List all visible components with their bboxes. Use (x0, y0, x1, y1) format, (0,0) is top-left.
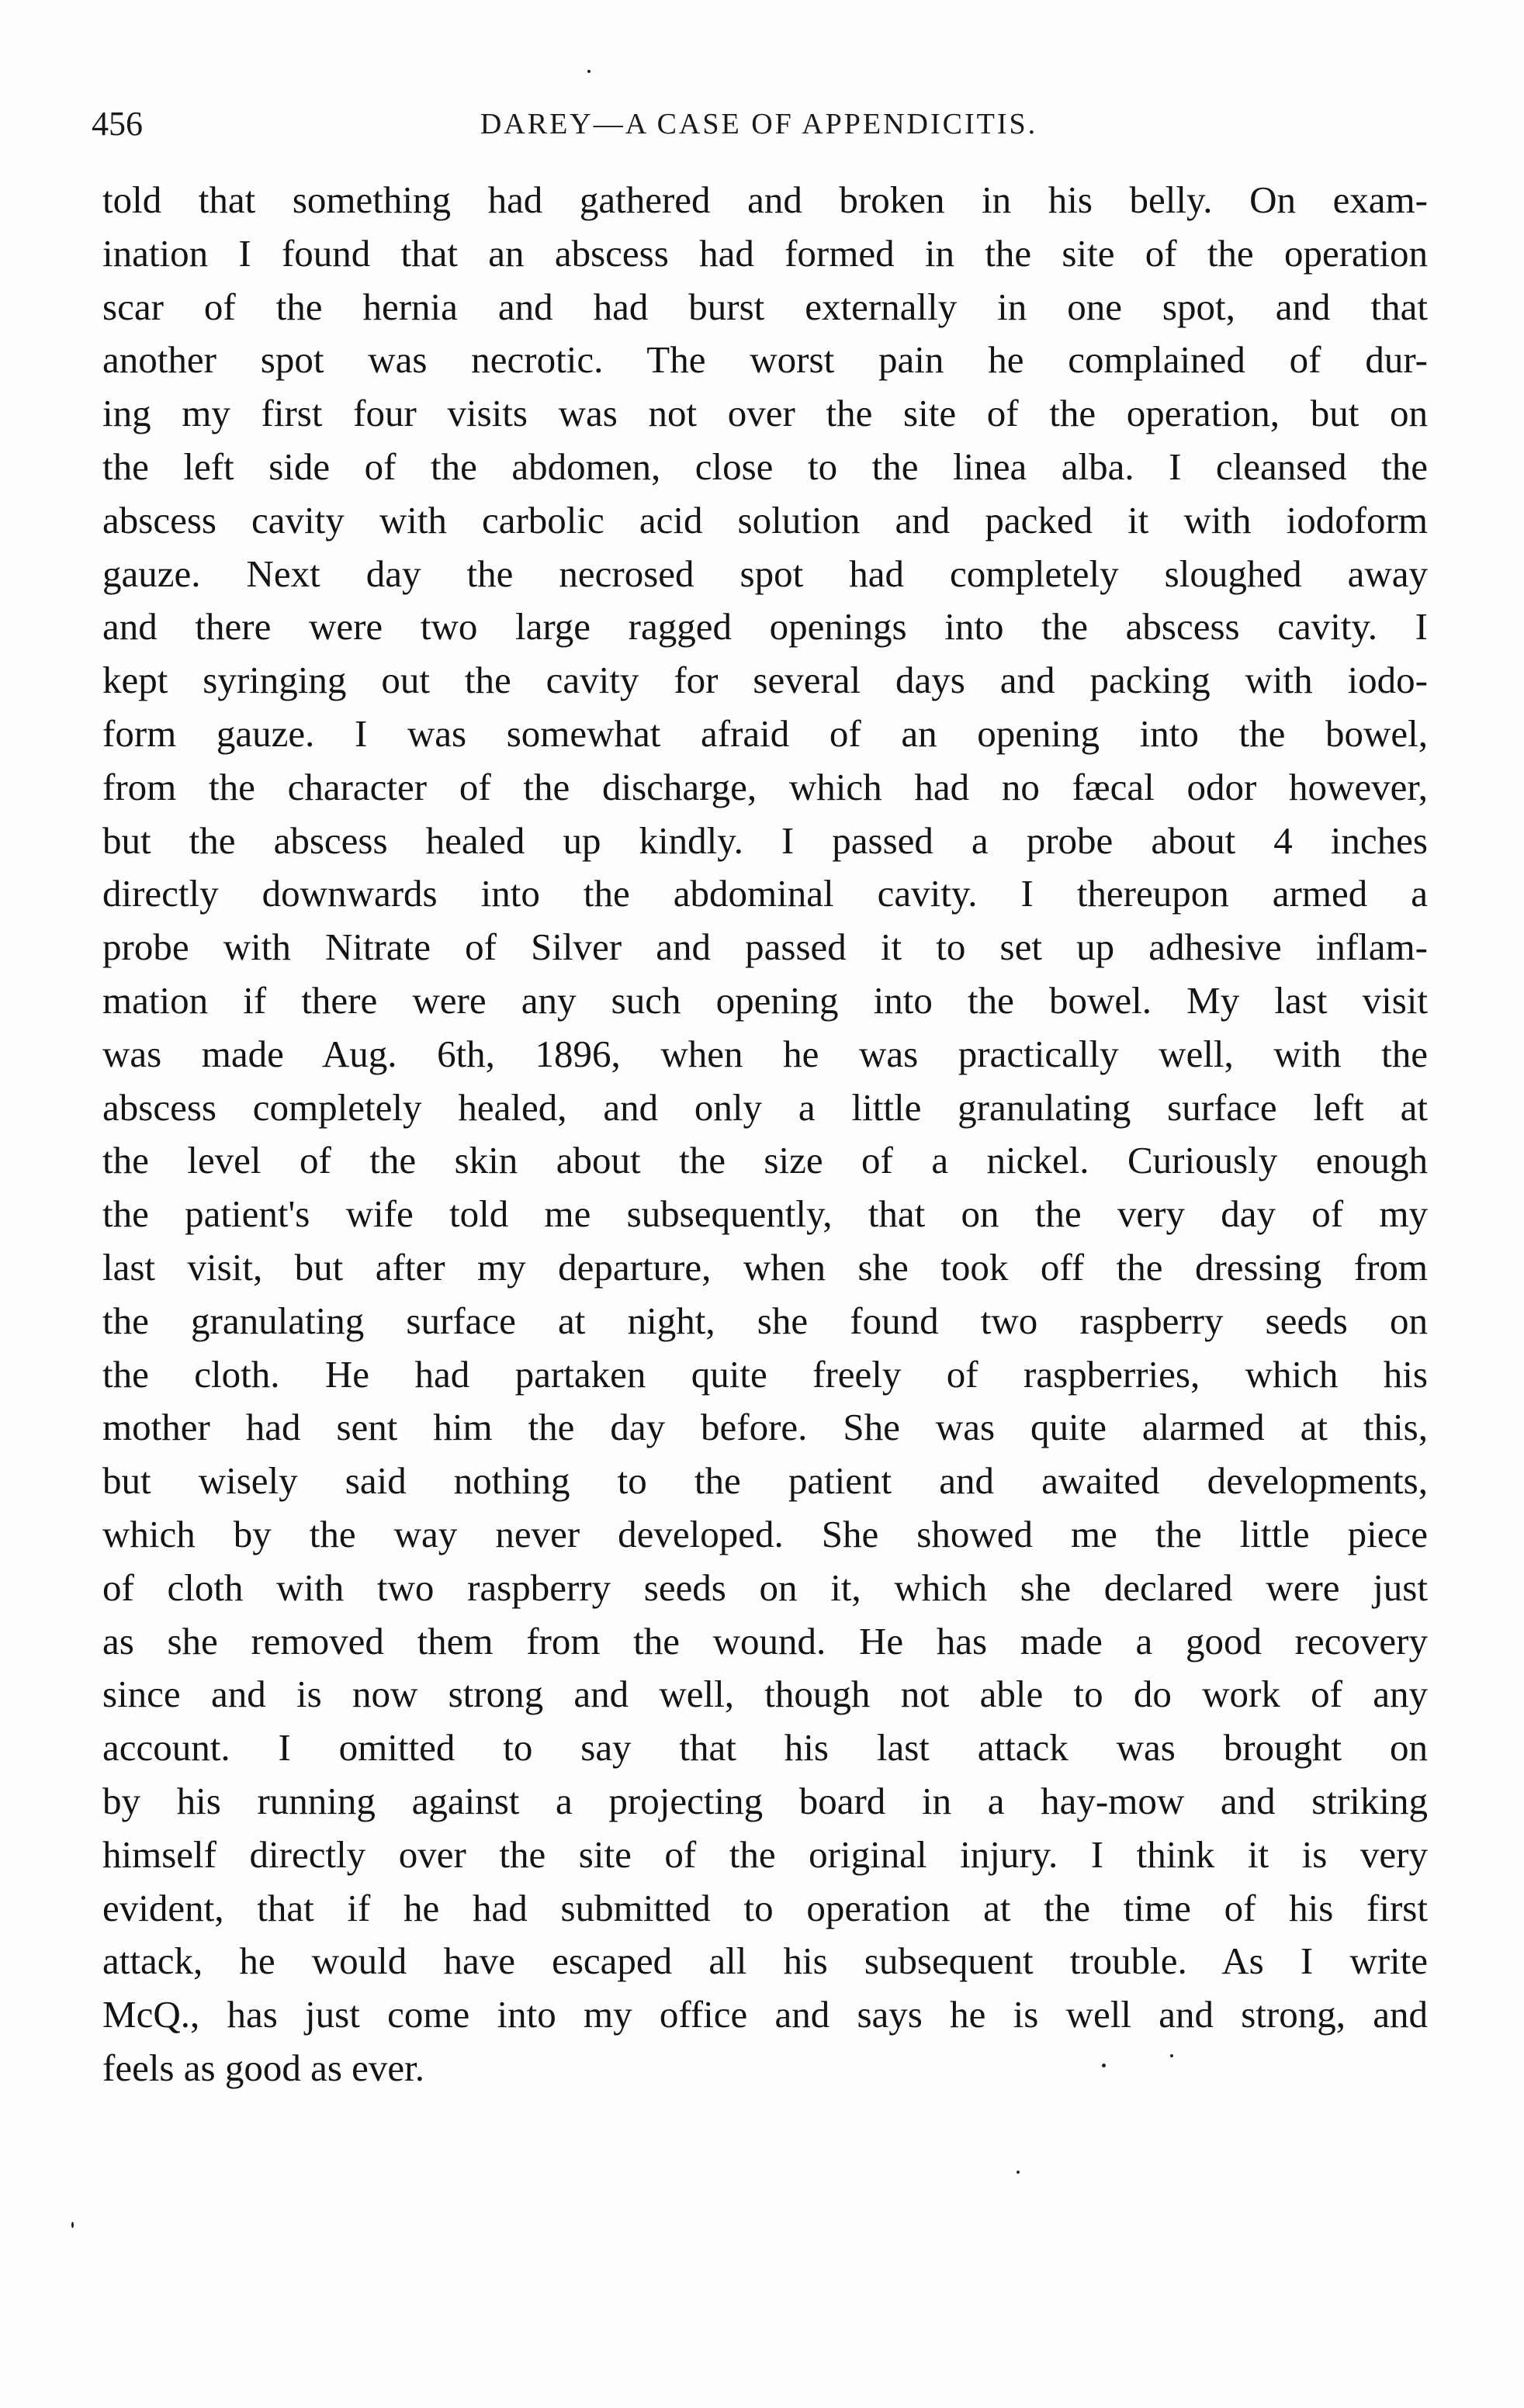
scan-speck (587, 70, 591, 73)
scan-speck (1102, 2064, 1106, 2067)
text-line: and there were two large ragged openings into the abscess cavity. I (102, 605, 1428, 649)
text-line: since and is now strong and well, though not able to do work of any (102, 1673, 1428, 1716)
text-line: himself directly over the site of the original injury. I think it is very (102, 1832, 1428, 1876)
text-line: was made Aug. 6th, 1896, when he was practically well, with the (102, 1032, 1428, 1075)
text-line: the level of the skin about the size of a nickel. Curiously enough (102, 1139, 1428, 1182)
text-line: of cloth with two raspberry seeds on it, which she declared were just (102, 1566, 1428, 1609)
text-line: abscess cavity with carbolic acid solution and packed it with iodoform (102, 498, 1428, 541)
scan-speck (1170, 2054, 1173, 2057)
text-line: as she removed them from the wound. He has made a good recovery (102, 1619, 1428, 1662)
scan-speck (1017, 2171, 1020, 2174)
text-line: by his running against a projecting board in a hay-mow and striking (102, 1779, 1428, 1822)
text-line: mother had sent him the day before. She was quite alarmed at this, (102, 1406, 1428, 1449)
scan-speck (71, 2222, 74, 2228)
text-line: which by the way never developed. She showed me the little piece (102, 1512, 1428, 1555)
text-line: the granulating surface at night, she found two raspberry seeds on (102, 1299, 1428, 1342)
text-line: attack, he would have escaped all his subsequent trouble. As I write (102, 1939, 1428, 1983)
text-line: from the character of the discharge, which had no fæcal odor however, (102, 765, 1428, 808)
text-line: told that something had gathered and broken in his belly. On exam- (102, 178, 1428, 221)
text-line: abscess completely healed, and only a little granulating surface left at (102, 1085, 1428, 1129)
text-line: another spot was necrotic. The worst pain he complained of dur- (102, 338, 1428, 382)
text-line: but wisely said nothing to the patient and awaited developments, (102, 1459, 1428, 1503)
text-line: last visit, but after my departure, when she took off the dressing from (102, 1245, 1428, 1289)
text-line-last: feels as good as ever. (102, 2046, 424, 2089)
text-line: account. I omitted to say that his last attack was brought on (102, 1726, 1428, 1770)
text-line: the cloth. He had partaken quite freely of raspberries, which his (102, 1352, 1428, 1396)
text-line: directly downwards into the abdominal cavity. I thereupon armed a (102, 872, 1428, 915)
text-line: probe with Nitrate of Silver and passed it to set up adhesive inflam- (102, 925, 1428, 969)
text-line: the left side of the abdomen, close to the linea alba. I cleansed the (102, 445, 1428, 488)
text-line: mation if there were any such opening into the bowel. My last visit (102, 978, 1428, 1022)
text-line: ing my first four visits was not over the site of the operation, but on (102, 392, 1428, 435)
text-line: but the abscess healed up kindly. I passed a probe about 4 inches (102, 818, 1428, 862)
text-line: kept syringing out the cavity for several days and packing with iodo- (102, 659, 1428, 702)
page-number: 456 (92, 105, 143, 143)
text-line: scar of the hernia and had burst externally in one spot, and that (102, 285, 1428, 328)
text-line: gauze. Next day the necrosed spot had completely sloughed away (102, 552, 1428, 595)
text-line: McQ., has just come into my office and says he is well and strong, and (102, 1993, 1428, 2036)
body-paragraph (102, 174, 1428, 2095)
text-line: form gauze. I was somewhat afraid of an opening into the bowel, (102, 711, 1428, 755)
text-line: evident, that if he had submitted to operation at the time of his first (102, 1886, 1428, 1929)
text-line: the patient's wife told me subsequently, that on the very day of my (102, 1192, 1428, 1236)
running-head: DAREY—A CASE OF APPENDICITIS. (480, 108, 1038, 140)
page-header (92, 101, 1426, 147)
text-line: ination I found that an abscess had formed in the site of the operation (102, 231, 1428, 275)
